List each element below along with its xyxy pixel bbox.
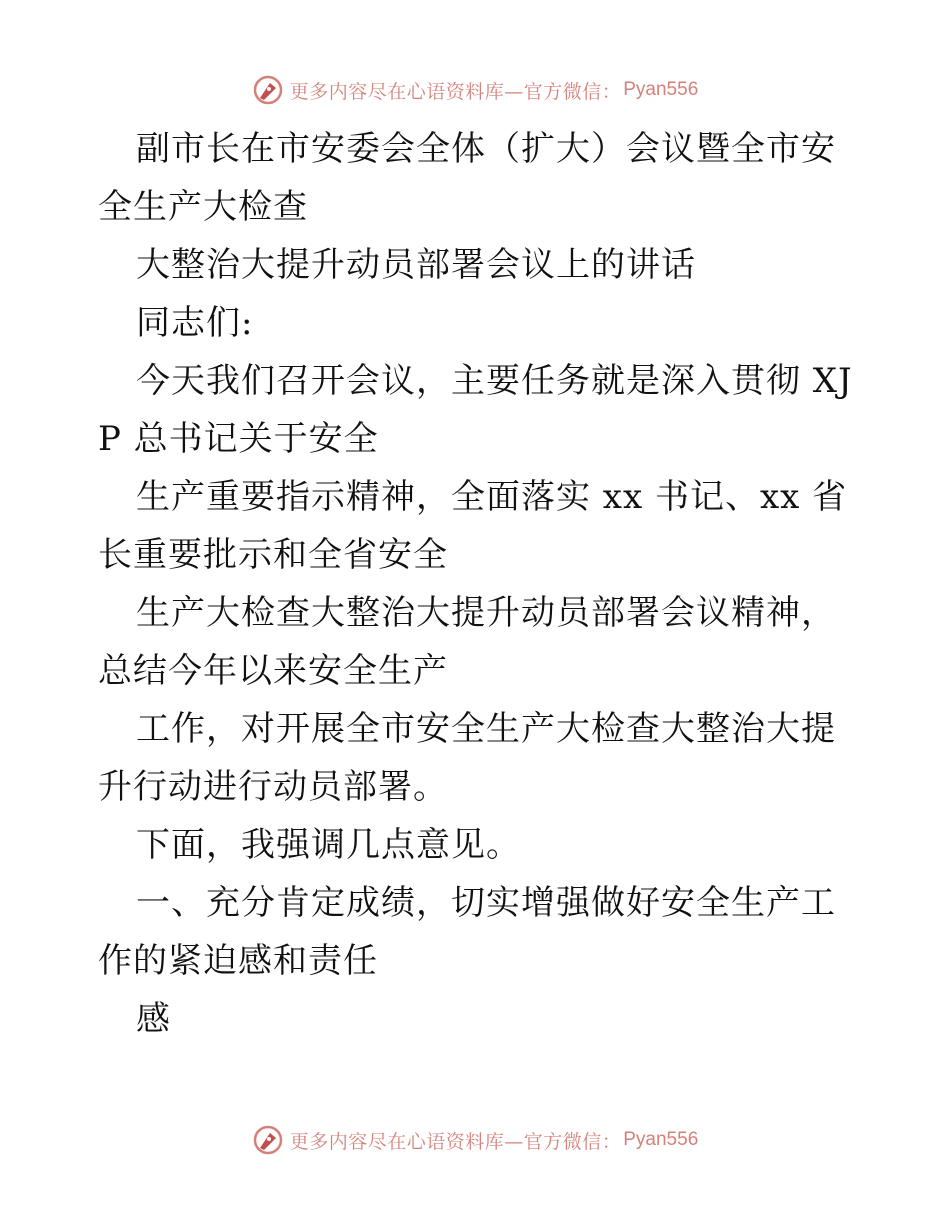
pen-nib-logo-icon [252, 74, 284, 106]
document-body [98, 120, 858, 1048]
watermark-text: 更多内容尽在心语资料库—官方微信： [289, 80, 622, 103]
footer-watermark [0, 1120, 950, 1160]
document-paragraph: 感 [136, 999, 171, 1039]
document-paragraph: 一、充分肯定成绩，切实增强做好安全生产工作的紧迫感和责任 [98, 883, 836, 981]
document-paragraph: 同志们: [136, 303, 254, 343]
watermark-wechat-id: Pyan556 [623, 1129, 699, 1150]
watermark-wechat-id: Pyan556 [623, 79, 699, 100]
document-paragraph: 今天我们召开会议，主要任务就是深入贯彻 XJP 总书记关于安全 [98, 361, 853, 459]
document-paragraph: 生产大检查大整治大提升动员部署会议精神，总结今年以来安全生产 [98, 593, 836, 691]
document-paragraph: 副市长在市安委会全体（扩大）会议暨全市安全生产大检查 [98, 129, 836, 227]
document-paragraph: 大整治大提升动员部署会议上的讲话 [136, 245, 696, 285]
header-watermark [0, 70, 950, 110]
document-paragraph: 工作，对开展全市安全生产大检查大整治大提升行动进行动员部署。 [98, 709, 836, 807]
watermark-text: 更多内容尽在心语资料库—官方微信： [289, 1130, 622, 1153]
pen-nib-logo-icon [252, 1124, 284, 1156]
document-paragraph: 下面，我强调几点意见。 [136, 825, 521, 865]
document-paragraph: 生产重要指示精神，全面落实 xx 书记、xx 省长重要批示和全省安全 [98, 477, 848, 575]
